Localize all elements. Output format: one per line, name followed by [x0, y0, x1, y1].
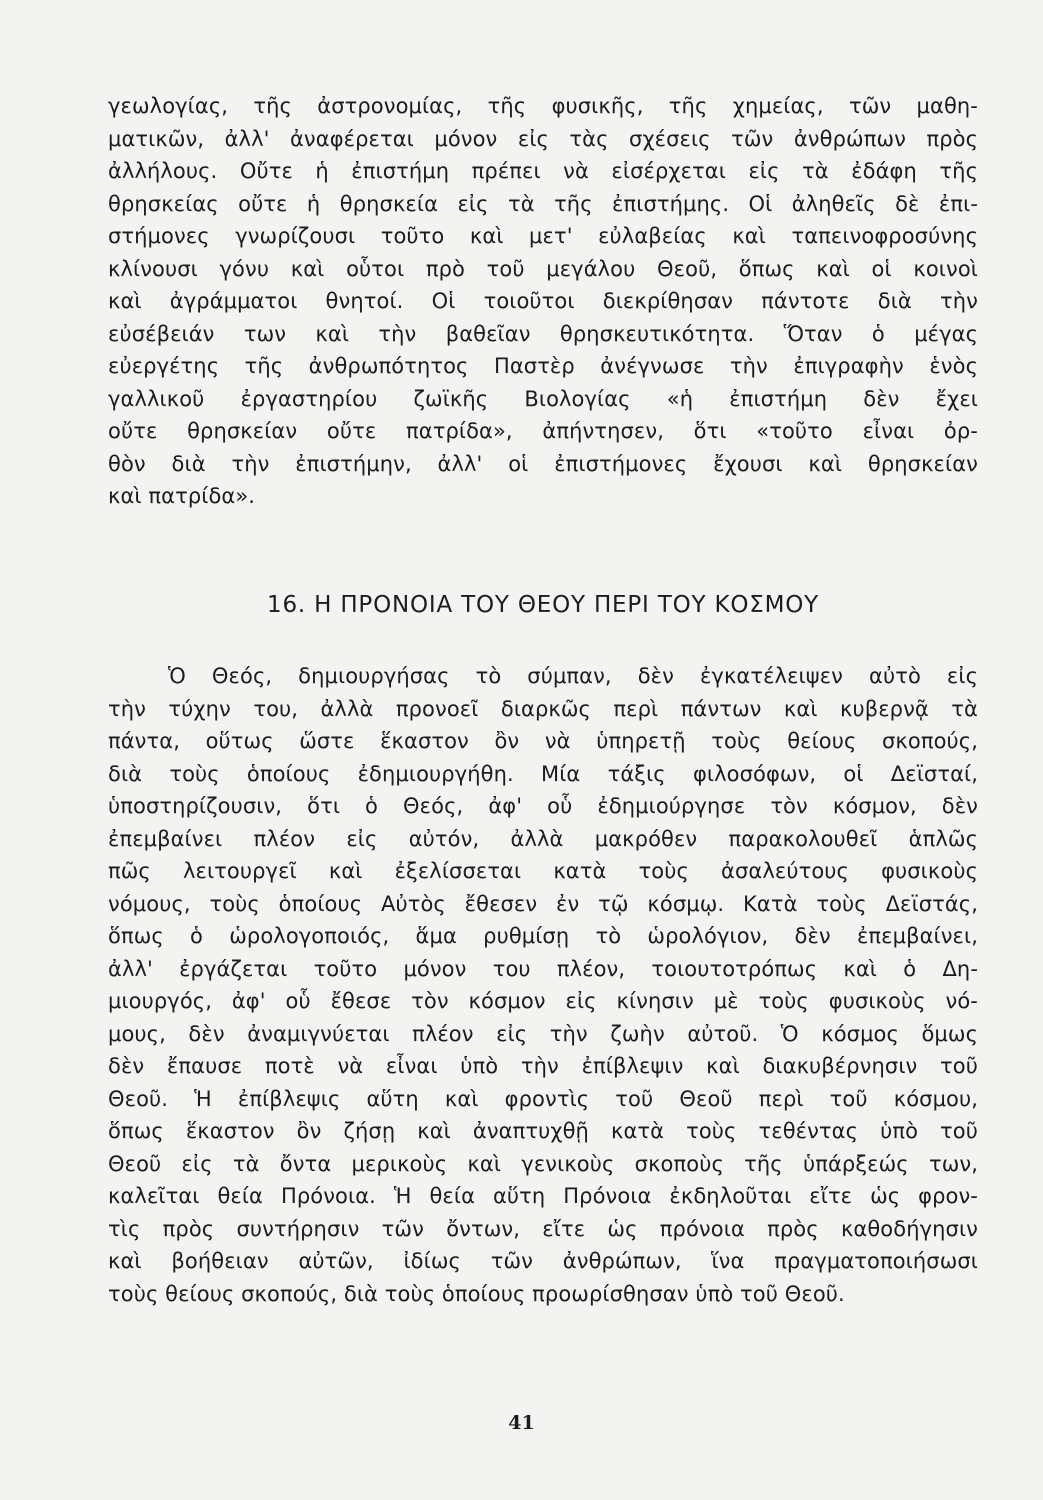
section-heading: 16. Η ΠΡΟΝΟΙΑ ΤΟΥ ΘΕΟΥ ΠΕΡΙ ΤΟΥ ΚΟΣΜΟΥ [267, 592, 819, 618]
text-line: μους, δὲν ἀναμιγνύεται πλέον εἰς τὴν ζωὴν αὐτοῦ. Ὁ κόσμος ὅμως [108, 1021, 978, 1046]
text-line: καλεῖται θεία Πρόνοια. Ἡ θεία αὕτη Πρόνοια ἐκδηλοῦται εἴτε ὡς φρον- [108, 1184, 978, 1208]
text-line: κλίνουσι γόνυ καὶ οὗτοι πρὸ τοῦ μεγάλου Θεοῦ, ὅπως καὶ οἱ κοινοὶ [108, 256, 978, 281]
text-line: δὲν ἔπαυσε ποτὲ νὰ εἶναι ὑπὸ τὴν ἐπίβλεψιν καὶ διακυβέρνησιν τοῦ [108, 1054, 978, 1078]
text-line: οὔτε θρησκείαν οὔτε πατρίδα», ἀπήντησεν, ὅτι «τοῦτο εἶναι ὀρ- [108, 419, 978, 443]
paragraph-1 [108, 90, 978, 513]
text-line: ἀλλήλους. Οὔτε ἡ ἐπιστήμη πρέπει νὰ εἰσέρχεται εἰς τὰ ἐδάφη τῆς [108, 159, 978, 183]
text-line: διὰ τοὺς ὁποίους ἐδημιουργήθη. Μία τάξις φιλοσόφων, οἱ Δεϊσταί, [108, 761, 978, 786]
page-number: 41 [508, 1412, 535, 1434]
text-line: καὶ πατρίδα». [108, 484, 256, 508]
text-line: μιουργός, ἀφ' οὗ ἔθεσε τὸν κόσμον εἰς κίνησιν μὲ τοὺς φυσικοὺς νό- [108, 989, 978, 1013]
text-line: θρησκείας οὔτε ἡ θρησκεία εἰς τὰ τῆς ἐπιστήμης. Οἱ ἀληθεῖς δὲ ἐπι- [108, 191, 978, 216]
text-line: ἀλλ' ἐργάζεται τοῦτο μόνον του πλέον, τοιουτοτρόπως καὶ ὁ Δη- [108, 956, 978, 981]
text-line: ματικῶν, ἀλλ' ἀναφέρεται μόνον εἰς τὰς σχέσεις τῶν ἀνθρώπων πρὸς [108, 126, 978, 151]
text-line: γεωλογίας, τῆς ἀστρονομίας, τῆς φυσικῆς, τῆς χημείας, τῶν μαθη- [108, 94, 978, 118]
text-line: νόμους, τοὺς ὁποίους Αὐτὸς ἔθεσεν ἐν τῷ κόσμῳ. Κατὰ τοὺς Δεϊστάς, [108, 891, 978, 916]
text-line: Ὁ Θεός, δημιουργήσας τὸ σύμπαν, δὲν ἐγκατέλειψεν αὐτὸ εἰς [168, 664, 978, 688]
text-line: γαλλικοῦ ἐργαστηρίου ζωϊκῆς Βιολογίας «ἡ ἐπιστήμη δὲν ἔχει [108, 386, 978, 411]
text-line: στήμονες γνωρίζουσι τοῦτο καὶ μετ' εὐλαβείας καὶ ταπεινοφροσύνης [108, 224, 978, 248]
text-line: Θεοῦ. Ἡ ἐπίβλεψις αὕτη καὶ φροντὶς τοῦ Θεοῦ περὶ τοῦ κόσμου, [108, 1086, 978, 1111]
text-line: ὑποστηρίζουσιν, ὅτι ὁ Θεός, ἀφ' οὗ ἐδημιούργησε τὸν κόσμον, δὲν [108, 794, 978, 818]
paragraph-2 [108, 660, 978, 1310]
text-line: τὴν τύχην του, ἀλλὰ προνοεῖ διαρκῶς περὶ πάντων καὶ κυβερνᾷ τὰ [108, 696, 978, 721]
text-line: πῶς λειτουργεῖ καὶ ἐξελίσσεται κατὰ τοὺς ἀσαλεύτους φυσικοὺς [108, 859, 978, 883]
text-line: ὅπως ἕκαστον ὂν ζήσῃ καὶ ἀναπτυχθῇ κατὰ τοὺς τεθέντας ὑπὸ τοῦ [108, 1119, 978, 1143]
text-line: εὐσέβειάν των καὶ τὴν βαθεῖαν θρησκευτικότητα. Ὅταν ὁ μέγας [108, 321, 978, 346]
text-line: τοὺς θείους σκοπούς, διὰ τοὺς ὁποίους προωρίσθησαν ὑπὸ τοῦ Θεοῦ. [108, 1281, 845, 1306]
text-line: Θεοῦ εἰς τὰ ὄντα μερικοὺς καὶ γενικοὺς σκοποὺς τῆς ὑπάρξεώς των, [108, 1151, 978, 1176]
text-line: τὶς πρὸς συντήρησιν τῶν ὄντων, εἴτε ὡς πρόνοια πρὸς καθοδήγησιν [108, 1216, 978, 1241]
text-line: ὅπως ὁ ὡρολογοποιός, ἅμα ρυθμίσῃ τὸ ὡρολόγιον, δὲν ἐπεμβαίνει, [108, 924, 978, 948]
text-line: καὶ ἀγράμματοι θνητοί. Οἱ τοιοῦτοι διεκρίθησαν πάντοτε διὰ τὴν [108, 289, 978, 313]
text-line: ἐπεμβαίνει πλέον εἰς αὐτόν, ἀλλὰ μακρόθεν παρακολουθεῖ ἁπλῶς [108, 826, 978, 851]
text-line: εὐεργέτης τῆς ἀνθρωπότητος Παστὲρ ἀνέγνωσε τὴν ἐπιγραφὴν ἑνὸς [108, 354, 978, 378]
text-line: καὶ βοήθειαν αὐτῶν, ἰδίως τῶν ἀνθρώπων, ἵνα πραγματοποιήσωσι [108, 1249, 978, 1273]
text-line: θὸν διὰ τὴν ἐπιστήμην, ἀλλ' οἱ ἐπιστήμονες ἔχουσι καὶ θρησκείαν [108, 451, 978, 476]
text-line: πάντα, οὕτως ὥστε ἕκαστον ὂν νὰ ὑπηρετῇ τοὺς θείους σκοπούς, [108, 729, 978, 753]
